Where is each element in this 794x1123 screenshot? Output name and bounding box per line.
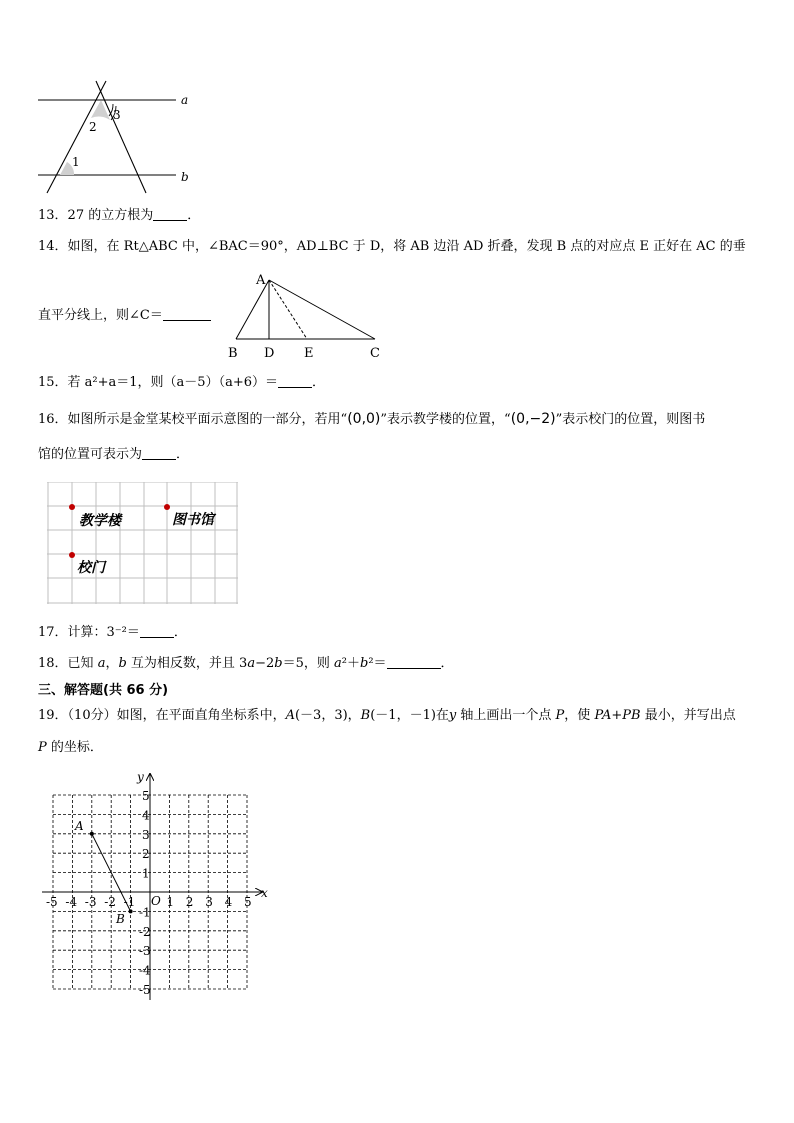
y-tick-label: 3 — [142, 827, 150, 842]
q17-end: ． — [173, 625, 187, 640]
x-tick-label: 4 — [224, 895, 233, 909]
coordinate-plane — [36, 768, 272, 1004]
q16-text-a: 如图所示是金堂某校平面示意图的一部分，若用“ — [67, 412, 348, 427]
section-3-title: 三、解答题(共 66 分) — [38, 683, 169, 698]
x-tick-label: -2 — [104, 895, 116, 909]
q14-line2: 直平分线上，则∠C＝ — [38, 308, 163, 323]
q16-coord-gate: (0,−2) — [510, 411, 556, 427]
q18-var-b2: b — [274, 656, 283, 671]
q19-text-d: 最小，并写出点 — [640, 708, 736, 723]
q18-var-a2: a — [247, 656, 256, 671]
q19-axis-y: y — [448, 708, 457, 723]
q18-var-a: a — [97, 656, 106, 671]
q16-text-b: ”表示教学楼的位置，“ — [380, 412, 511, 427]
question-19-line1 — [38, 706, 736, 725]
label-angle-2: 2 — [89, 120, 97, 134]
q19-point-p: P — [555, 708, 565, 723]
side-ab — [236, 280, 269, 339]
vertex-e: E — [304, 346, 314, 361]
q19-number: 19． — [38, 708, 68, 723]
fold-ae — [269, 280, 307, 339]
y-tick-label: 4 — [142, 808, 150, 823]
q19-point-a: A — [285, 708, 295, 723]
q18-t6: ²＋ — [341, 656, 360, 671]
q16-coord-building: (0,0) — [347, 411, 381, 427]
side-ac — [269, 280, 375, 339]
vertex-b: B — [228, 346, 238, 361]
question-14-line1 — [38, 237, 746, 256]
transversal-right — [96, 81, 146, 193]
parallel-lines-figure — [30, 78, 200, 196]
label-angle-3: 3 — [113, 108, 121, 122]
q19-pa: PA — [594, 708, 612, 723]
q13-number: 13． — [38, 208, 68, 223]
q18-t7: ²＝ — [368, 656, 387, 671]
y-tick-label: 5 — [142, 789, 150, 803]
library-point — [164, 504, 170, 510]
transversal-left — [47, 81, 106, 193]
label-angle-1: 1 — [72, 155, 80, 169]
q18-t5: ＝5，则 — [282, 656, 335, 671]
q18-t2: ， — [105, 656, 119, 671]
question-16-line2 — [38, 445, 189, 464]
question-15 — [38, 373, 325, 392]
q18-var-b3: b — [360, 656, 369, 671]
q18-var-a3: a — [334, 656, 342, 671]
point-b-label: B — [116, 912, 125, 926]
q19-coord-a: (－3，3)， — [294, 708, 361, 723]
q18-t3: 互为相反数，并且 3 — [126, 656, 248, 671]
q13-text: 27 的立方根为 — [67, 208, 154, 223]
question-17 — [38, 623, 187, 642]
q14-line1: 如图，在 Rt△ABC 中，∠BAC＝90°，AD⊥BC 于 D，将 AB 边沿 AD 折叠，发现 B 点的对应点 E 正好在 AC 的垂 — [67, 239, 746, 254]
q16-line2: 馆的位置可表示为 — [38, 447, 143, 462]
q16-end: ． — [176, 447, 190, 462]
vertex-d: D — [264, 346, 275, 361]
triangle-figure — [222, 268, 392, 362]
x-tick-label: 3 — [205, 895, 213, 909]
q17-answer-blank[interactable] — [140, 623, 174, 638]
q19-point-b: B — [360, 708, 371, 723]
q18-t1: 已知 — [67, 656, 98, 671]
question-19-line2 — [38, 738, 103, 757]
x-tick-label: 1 — [166, 895, 175, 909]
y-tick-label: -2 — [139, 924, 151, 939]
label-a: a — [181, 93, 189, 107]
y-axis-label: y — [137, 770, 144, 784]
question-13 — [38, 206, 200, 225]
q17-text: 计算：3⁻²＝ — [67, 625, 140, 640]
campus-grid — [47, 482, 238, 604]
q18-number: 18． — [38, 656, 68, 671]
x-tick-label: -1 — [123, 895, 136, 909]
q18-end: ． — [440, 656, 454, 671]
q15-answer-blank[interactable] — [278, 373, 312, 388]
building-point — [69, 504, 75, 510]
q18-t4: −2 — [255, 656, 275, 671]
q13-answer-blank[interactable] — [153, 206, 187, 221]
q19-text-b: 轴上画出一个点 — [456, 708, 556, 723]
q19-text-a: （10分）如图，在平面直角坐标系中， — [67, 708, 286, 723]
x-tick-label: -5 — [46, 895, 58, 909]
q14-number: 14． — [38, 239, 68, 254]
y-tick-label: 2 — [142, 847, 150, 862]
y-tick-label: 1 — [142, 866, 150, 881]
label-building: 教学楼 — [79, 513, 121, 529]
campus-grid-lines — [47, 482, 238, 604]
q18-answer-blank[interactable] — [387, 654, 441, 669]
q17-number: 17． — [38, 625, 68, 640]
q19-pb: PB — [622, 708, 641, 723]
q15-text: 若 a²+a＝1，则（a－5）（a+6）＝ — [67, 375, 278, 390]
vertex-a: A — [256, 273, 266, 288]
q19-line2: 的坐标． — [46, 740, 103, 755]
gate-point — [69, 552, 75, 558]
x-tick-label: 2 — [185, 895, 194, 909]
q16-answer-blank[interactable] — [142, 445, 176, 460]
question-18 — [38, 654, 454, 673]
y-tick-label: -1 — [139, 905, 151, 920]
question-16-line1 — [38, 410, 705, 429]
q19-coord-b: (－1，－1)在 — [370, 708, 449, 723]
y-tick-label: -5 — [139, 983, 151, 997]
q13-end: ． — [187, 208, 201, 223]
q19-text-c: ，使 — [564, 708, 595, 723]
vertex-c: C — [370, 346, 380, 361]
label-gate: 校门 — [77, 560, 105, 576]
label-b: b — [181, 170, 189, 184]
q15-number: 15． — [38, 375, 68, 390]
point-a-label: A — [75, 819, 84, 833]
y-tick-label: -4 — [139, 963, 151, 978]
origin-label: O — [151, 894, 161, 908]
point-a-dot — [90, 832, 94, 836]
x-axis-label: x — [261, 886, 268, 900]
q15-end: ． — [312, 375, 326, 390]
x-tick-label: -3 — [84, 895, 97, 909]
x-tick-label: -4 — [65, 895, 78, 909]
q16-text-c: ”表示校门的位置，则图书 — [555, 412, 706, 427]
y-tick-label: -3 — [139, 944, 151, 959]
q19-plus: + — [611, 708, 623, 723]
label-library: 图书馆 — [172, 512, 214, 528]
point-b-dot — [129, 909, 133, 913]
q18-var-b: b — [118, 656, 127, 671]
q16-number: 16． — [38, 412, 68, 427]
q19-point-p2: P — [38, 740, 47, 755]
q14-answer-blank[interactable] — [163, 306, 211, 321]
x-tick-label: 5 — [244, 895, 252, 909]
question-14-line2 — [38, 306, 211, 325]
